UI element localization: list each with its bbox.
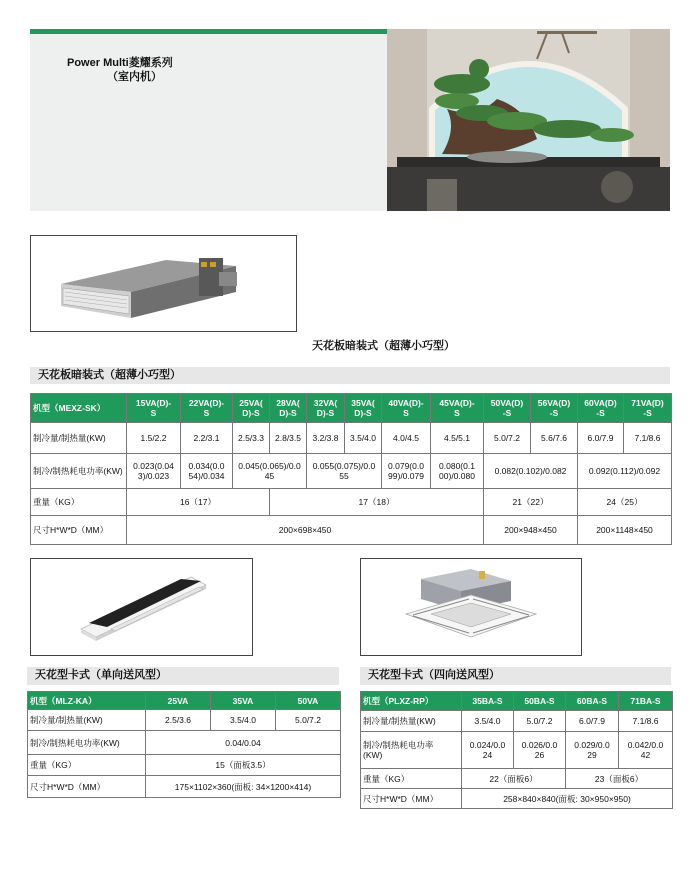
four-way-spec-table <box>360 691 673 809</box>
weight-cell: 16（17） <box>127 489 270 516</box>
model-col-32: 32VA( D)-S <box>307 394 345 423</box>
model-col-71ba: 71BA-S <box>619 692 673 711</box>
size-label: 尺寸H*W*D（MM） <box>361 789 462 809</box>
model-col-15: 15VA(D)- S <box>127 394 181 423</box>
model-col-35: 35VA( D)-S <box>345 394 382 423</box>
model-col-60ba: 60BA-S <box>566 692 619 711</box>
power-cell: 0.04/0.04 <box>146 731 341 755</box>
model-col-40: 40VA(D)- S <box>382 394 431 423</box>
table-row <box>361 732 673 769</box>
capacity-cell: 3.2/3.8 <box>307 423 345 454</box>
weight-cell: 22（面板6） <box>462 769 566 789</box>
model-col-35ba: 35BA-S <box>462 692 514 711</box>
duct-spec-table <box>30 393 672 545</box>
model-col-50: 50VA(D) -S <box>484 394 531 423</box>
model-label: 机型（MLZ-KA） <box>28 692 146 710</box>
model-col-71: 71VA(D) -S <box>624 394 672 423</box>
series-title: Power Multi菱耀系列 <box>67 57 173 69</box>
table-row <box>361 769 673 789</box>
model-col-50va: 50VA <box>276 692 341 710</box>
power-cell: 0.092(0.112)/0.092 <box>578 454 672 489</box>
capacity-cell: 2.8/3.5 <box>270 423 307 454</box>
capacity-label: 制冷量/制热量(KW) <box>28 710 146 731</box>
weight-label: 重量（KG） <box>28 755 146 776</box>
weight-label: 重量（KG） <box>361 769 462 789</box>
power-cell: 0.079(0.0 99)/0.079 <box>382 454 431 489</box>
capacity-cell: 5.0/7.2 <box>484 423 531 454</box>
table-row <box>31 489 672 516</box>
capacity-cell: 6.0/7.9 <box>578 423 624 454</box>
table-row <box>28 710 341 731</box>
size-cell: 200×1148×450 <box>578 516 672 545</box>
size-label: 尺寸H*W*D（MM） <box>31 516 127 545</box>
series-subtitle: （室内机） <box>107 71 162 83</box>
capacity-cell: 5.0/7.2 <box>276 710 341 731</box>
table-row <box>31 423 672 454</box>
capacity-cell: 7.1/8.6 <box>619 711 673 732</box>
interior-photo <box>387 29 670 211</box>
capacity-cell: 3.5/4.0 <box>462 711 514 732</box>
model-col-22: 22VA(D)- S <box>181 394 233 423</box>
size-cell: 200×948×450 <box>484 516 578 545</box>
size-cell: 200×698×450 <box>127 516 484 545</box>
model-col-35va: 35VA <box>211 692 276 710</box>
table-row <box>28 776 341 798</box>
table-row <box>361 789 673 809</box>
model-label: 机型（PLXZ-RP） <box>361 692 462 711</box>
four-way-header-row <box>361 692 673 711</box>
power-cell: 0.042/0.0 42 <box>619 732 673 769</box>
power-cell: 0.055(0.075)/0.0 55 <box>307 454 382 489</box>
power-cell: 0.080(0.1 00)/0.080 <box>431 454 484 489</box>
table-row <box>31 516 672 545</box>
capacity-cell: 5.0/7.2 <box>514 711 566 732</box>
capacity-label: 制冷量/制热量(KW) <box>31 423 127 454</box>
capacity-cell: 3.5/4.0 <box>345 423 382 454</box>
duct-header-row <box>31 394 672 423</box>
model-col-28: 28VA( D)-S <box>270 394 307 423</box>
weight-cell: 17（18） <box>270 489 484 516</box>
size-label: 尺寸H*W*D（MM） <box>28 776 146 798</box>
capacity-cell: 7.1/8.6 <box>624 423 672 454</box>
header-accent-line <box>30 29 387 34</box>
one-way-spec-table <box>27 691 341 798</box>
model-col-60: 60VA(D) -S <box>578 394 624 423</box>
capacity-cell: 2.5/3.3 <box>233 423 270 454</box>
weight-cell: 24（25） <box>578 489 672 516</box>
power-label: 制冷/制热耗电功率(KW) <box>28 731 146 755</box>
duct-unit-image <box>30 235 297 332</box>
table-row <box>361 711 673 732</box>
power-cell: 0.082(0.102)/0.082 <box>484 454 578 489</box>
weight-cell: 15（面板3.5） <box>146 755 341 776</box>
capacity-cell: 5.6/7.6 <box>531 423 578 454</box>
duct-caption: 天花板暗装式（超薄小巧型） <box>312 340 455 352</box>
model-col-56: 56VA(D) -S <box>531 394 578 423</box>
model-label: 机型（MEXZ-SK） <box>31 394 127 423</box>
capacity-label: 制冷量/制热量(KW) <box>361 711 462 732</box>
size-cell: 258×840×840(面板: 30×950×950) <box>462 789 673 809</box>
model-col-50ba: 50BA-S <box>514 692 566 711</box>
duct-section-title: 天花板暗装式（超薄小巧型） <box>30 367 670 384</box>
model-col-45: 45VA(D)- S <box>431 394 484 423</box>
weight-cell: 21（22） <box>484 489 578 516</box>
power-label: 制冷/制热耗电功率 (KW) <box>361 732 462 769</box>
weight-label: 重量（KG） <box>31 489 127 516</box>
table-row <box>28 731 341 755</box>
power-label: 制冷/制热耗电功率(KW) <box>31 454 127 489</box>
one-way-cassette-image <box>30 558 253 656</box>
power-cell: 0.045(0.065)/0.0 45 <box>233 454 307 489</box>
capacity-cell: 3.5/4.0 <box>211 710 276 731</box>
power-cell: 0.026/0.0 26 <box>514 732 566 769</box>
capacity-cell: 2.5/3.6 <box>146 710 211 731</box>
model-col-25: 25VA( D)-S <box>233 394 270 423</box>
capacity-cell: 2.2/3.1 <box>181 423 233 454</box>
one-way-section-title: 天花型卡式（单向送风型） <box>27 667 339 685</box>
power-cell: 0.023(0.04 3)/0.023 <box>127 454 181 489</box>
power-cell: 0.034(0.0 54)/0.034 <box>181 454 233 489</box>
size-cell: 175×1102×360(面板: 34×1200×414) <box>146 776 341 798</box>
power-cell: 0.029/0.0 29 <box>566 732 619 769</box>
power-cell: 0.024/0.0 24 <box>462 732 514 769</box>
table-row <box>31 454 672 489</box>
four-way-cassette-image <box>360 558 582 656</box>
table-row <box>28 755 341 776</box>
capacity-cell: 1.5/2.2 <box>127 423 181 454</box>
model-col-25va: 25VA <box>146 692 211 710</box>
four-way-section-title: 天花型卡式（四向送风型） <box>360 667 671 685</box>
one-way-header-row <box>28 692 341 710</box>
capacity-cell: 6.0/7.9 <box>566 711 619 732</box>
capacity-cell: 4.0/4.5 <box>382 423 431 454</box>
weight-cell: 23（面板6） <box>566 769 673 789</box>
capacity-cell: 4.5/5.1 <box>431 423 484 454</box>
